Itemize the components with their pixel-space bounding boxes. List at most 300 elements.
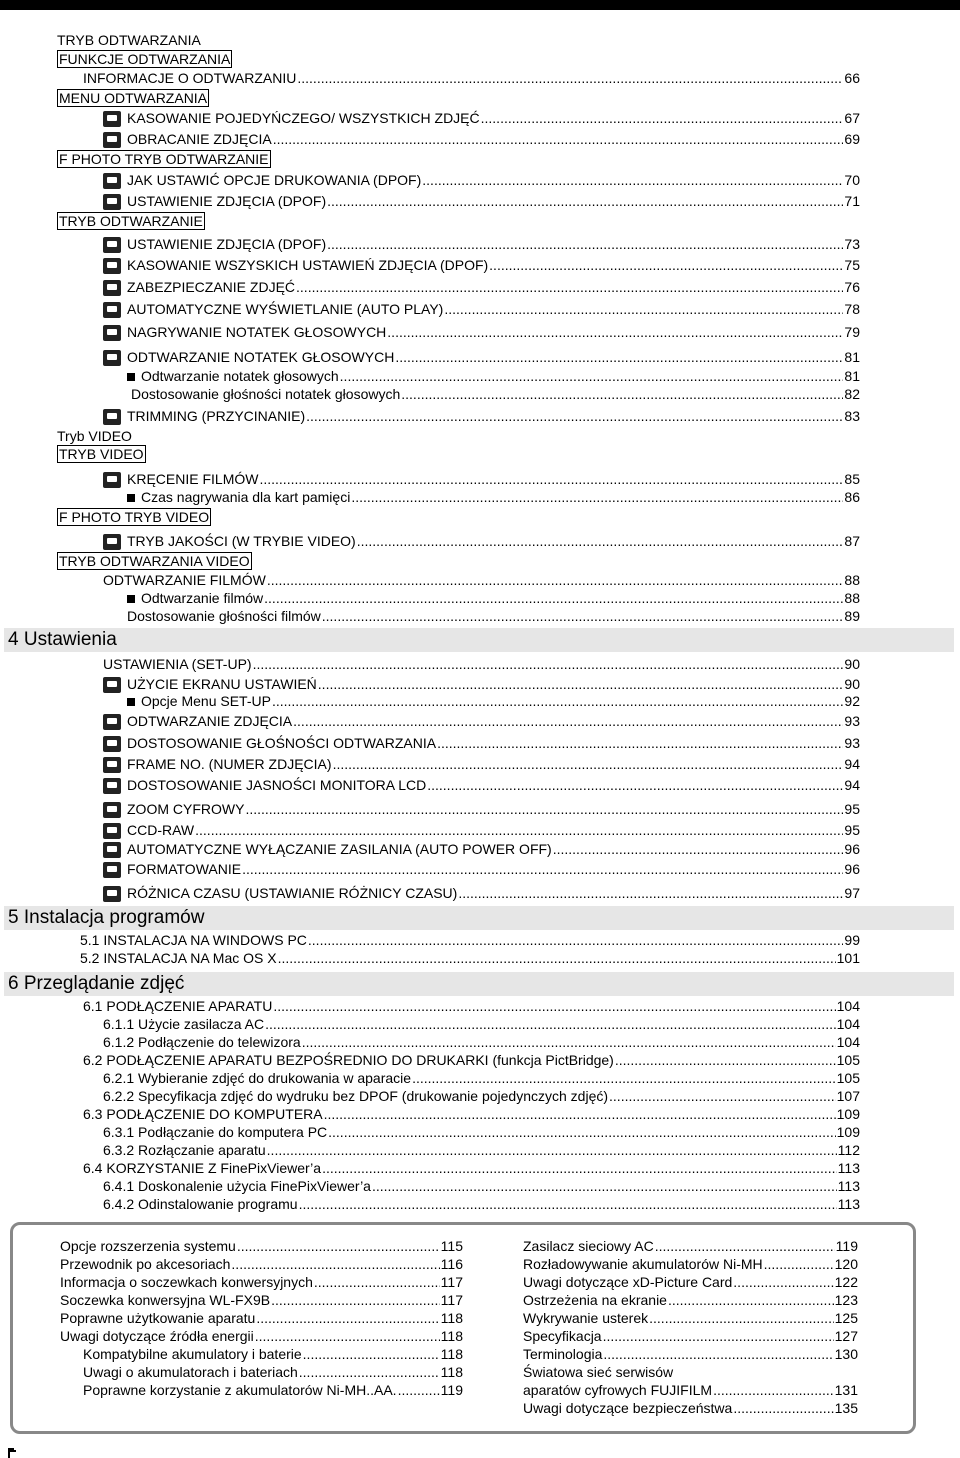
section-heading-boxed bbox=[57, 509, 211, 526]
format-icon bbox=[103, 862, 121, 878]
toc-entry-page: 116 bbox=[440, 1256, 463, 1272]
toc-entry[interactable] bbox=[60, 1292, 463, 1309]
toc-entry-page: 81 bbox=[844, 349, 860, 365]
toc-entry[interactable] bbox=[127, 590, 860, 607]
toc-entry-label: 6.4 KORZYSTANIE Z FinePixViewer’a bbox=[83, 1160, 322, 1176]
toc-entry-page: 118 bbox=[440, 1364, 463, 1380]
toc-entry[interactable] bbox=[103, 1034, 860, 1051]
section-heading-text: TRYB ODTWARZANIA bbox=[57, 32, 201, 48]
bullet-icon bbox=[127, 698, 135, 706]
toc-entry[interactable] bbox=[103, 885, 860, 902]
toc-entry-page: 67 bbox=[844, 110, 860, 126]
toc-entry-page: 96 bbox=[844, 861, 860, 877]
toc-entry-page: 99 bbox=[844, 932, 860, 948]
toc-entry[interactable] bbox=[103, 471, 860, 488]
toc-entry-label: Światowa sieć serwisów bbox=[523, 1364, 674, 1380]
toc-entry[interactable] bbox=[83, 70, 860, 87]
toc-entry[interactable] bbox=[523, 1382, 858, 1399]
print-icon bbox=[103, 194, 121, 210]
toc-entry-label: Odtwarzanie notatek głosowych bbox=[141, 368, 339, 384]
page-number-mark bbox=[8, 1448, 14, 1458]
toc-entry-page: 101 bbox=[836, 950, 860, 966]
toc-entry-page: 75 bbox=[844, 257, 860, 273]
dot-leader bbox=[314, 1274, 440, 1291]
toc-entry-page: 113 bbox=[837, 1160, 860, 1176]
frame-no-icon bbox=[103, 757, 121, 773]
toc-entry-page: 127 bbox=[834, 1328, 858, 1344]
toc-entry[interactable] bbox=[103, 572, 860, 589]
movie-camera-icon bbox=[103, 472, 121, 488]
section-heading-text: TRYB ODTWARZANIE bbox=[59, 213, 203, 229]
toc-entry-label: UŻYCIE EKRANU USTAWIEŃ bbox=[127, 676, 317, 692]
toc-entry[interactable] bbox=[103, 324, 860, 341]
toc-entry[interactable] bbox=[103, 1178, 860, 1195]
toc-entry-page: 105 bbox=[836, 1070, 860, 1086]
dot-leader bbox=[322, 608, 844, 625]
toc-entry-label: Specyfikacja bbox=[523, 1328, 602, 1344]
autoplay-icon bbox=[103, 302, 121, 318]
print-icon bbox=[103, 173, 121, 189]
toc-entry[interactable] bbox=[523, 1256, 858, 1273]
dot-leader bbox=[242, 861, 843, 878]
chapter-heading: 6 Przeglądanie zdjęć bbox=[4, 972, 954, 996]
toc-entry-page: 94 bbox=[844, 777, 860, 793]
toc-entry[interactable] bbox=[127, 608, 860, 625]
bullet-icon bbox=[127, 494, 135, 502]
dot-leader bbox=[296, 279, 843, 296]
toc-entry[interactable] bbox=[103, 822, 860, 839]
dot-leader bbox=[255, 1328, 440, 1345]
dot-leader bbox=[357, 533, 844, 550]
toc-entry-label: Uwagi o akumulatorach i bateriach bbox=[83, 1364, 298, 1380]
dot-leader bbox=[278, 950, 836, 967]
section-heading-text: Tryb VIDEO bbox=[57, 428, 132, 444]
section-heading-boxed bbox=[57, 151, 271, 168]
toc-entry-label: 6.2.1 Wybieranie zdjęć do drukowania w aparacie bbox=[103, 1070, 412, 1086]
toc-entry-label: ODTWARZANIE FILMÓW bbox=[103, 572, 266, 588]
dot-leader bbox=[265, 1016, 836, 1033]
dot-leader bbox=[327, 193, 843, 210]
toc-entry-label: Poprawne korzystanie z akumulatorów Ni-MH..AA. bbox=[83, 1382, 397, 1398]
toc-entry[interactable] bbox=[103, 533, 860, 550]
toc-entry[interactable] bbox=[523, 1238, 858, 1255]
toc-entry-page: 120 bbox=[834, 1256, 858, 1272]
toc-entry-label: ODTWARZANIE NOTATEK GŁOSOWYCH bbox=[127, 349, 395, 365]
toc-entry-label: DOSTOSOWANIE JASNOŚCI MONITORA LCD bbox=[127, 777, 427, 793]
toc-entry[interactable] bbox=[103, 193, 860, 210]
toc-entry-page: 135 bbox=[834, 1400, 858, 1416]
toc-entry-label: Uwagi dotyczące xD-Picture Card bbox=[523, 1274, 733, 1290]
toc-entry-page: 87 bbox=[844, 533, 860, 549]
dot-leader bbox=[256, 1310, 439, 1327]
toc-entry-label: RÓŻNICA CZASU (USTAWIANIE RÓŻNICY CZASU) bbox=[127, 885, 458, 901]
toc-entry-label: 6.1.1 Użycie zasilacza AC bbox=[103, 1016, 265, 1032]
toc-entry[interactable] bbox=[103, 1196, 860, 1213]
toc-entry[interactable] bbox=[103, 861, 860, 878]
toc-entry[interactable] bbox=[103, 408, 860, 425]
toc-entry[interactable] bbox=[103, 349, 860, 366]
toc-entry-label: 6.2 PODŁĄCZENIE APARATU BEZPOŚREDNIO DO DRUKARKI (funkcja PictBridge) bbox=[83, 1052, 614, 1068]
print-icon bbox=[103, 237, 121, 253]
chapter-heading: 5 Instalacja programów bbox=[4, 906, 954, 930]
toc-entry-page: 93 bbox=[844, 735, 860, 751]
dot-leader bbox=[272, 693, 843, 710]
toc-entry-label: aparatów cyfrowych FUJIFILM bbox=[523, 1382, 713, 1398]
time-difference-icon bbox=[103, 886, 121, 902]
rotate-icon bbox=[103, 132, 121, 148]
toc-entry[interactable] bbox=[103, 735, 860, 752]
toc-entry-label: USTAWIENIE ZDJĘCIA (DPOF) bbox=[127, 193, 327, 209]
dot-leader bbox=[412, 1070, 836, 1087]
raw-icon bbox=[103, 823, 121, 839]
toc-entry[interactable] bbox=[103, 236, 860, 253]
toc-entry-label: Opcje rozszerzenia systemu bbox=[60, 1238, 236, 1254]
toc-entry[interactable] bbox=[83, 1382, 463, 1399]
toc-entry-label: 6.4.2 Odinstalowanie programu bbox=[103, 1196, 298, 1212]
toc-entry[interactable] bbox=[103, 656, 860, 673]
dot-leader bbox=[340, 368, 844, 385]
toc-entry-page: 94 bbox=[844, 756, 860, 772]
toc-entry-label: FRAME NO. (NUMER ZDJĘCIA) bbox=[127, 756, 332, 772]
toc-entry-label: AUTOMATYCZNE WYŁĄCZANIE ZASILANIA (AUTO POWER OFF) bbox=[127, 841, 552, 857]
dot-leader bbox=[259, 471, 843, 488]
toc-entry[interactable] bbox=[83, 1052, 860, 1069]
toc-entry-label: Uwagi dotyczące bezpieczeństwa bbox=[523, 1400, 733, 1416]
zoom-icon bbox=[103, 802, 121, 818]
toc-entry-page: 104 bbox=[836, 1016, 860, 1032]
toc-entry-label: FORMATOWANIE bbox=[127, 861, 242, 877]
section-heading-text: F PHOTO TRYB VIDEO bbox=[59, 509, 210, 525]
dot-leader bbox=[603, 1346, 833, 1363]
brightness-icon bbox=[103, 778, 121, 794]
toc-entry[interactable] bbox=[103, 172, 860, 189]
top-rule bbox=[0, 0, 960, 10]
toc-entry[interactable] bbox=[103, 777, 860, 794]
toc-entry-page: 119 bbox=[835, 1238, 858, 1254]
dot-leader bbox=[444, 301, 843, 318]
toc-entry[interactable] bbox=[103, 801, 860, 818]
toc-entry-page: 76 bbox=[844, 279, 860, 295]
toc-entry[interactable] bbox=[83, 1364, 463, 1381]
toc-entry-page: 131 bbox=[834, 1382, 858, 1398]
dot-leader bbox=[264, 590, 843, 607]
section-heading-text: TRYB ODTWARZANIA VIDEO bbox=[59, 553, 250, 569]
toc-entry-label: Opcje Menu SET-UP bbox=[141, 693, 271, 709]
toc-entry-page: 70 bbox=[844, 172, 860, 188]
toc-entry-page: 88 bbox=[844, 572, 860, 588]
speaker-icon bbox=[103, 736, 121, 752]
toc-entry-page: 66 bbox=[844, 70, 860, 86]
dot-leader bbox=[713, 1382, 834, 1399]
toc-entry-label: Zasilacz sieciowy AC bbox=[523, 1238, 654, 1254]
dot-leader bbox=[615, 1052, 836, 1069]
toc-entry-label: Poprawne użytkowanie aparatu bbox=[60, 1310, 256, 1326]
dot-leader bbox=[293, 713, 843, 730]
dot-leader bbox=[273, 998, 835, 1015]
toc-entry-label: NAGRYWANIE NOTATEK GŁOSOWYCH bbox=[127, 324, 387, 340]
dot-leader bbox=[422, 172, 843, 189]
toc-entry-page: 112 bbox=[837, 1142, 860, 1158]
section-heading-boxed bbox=[57, 553, 252, 570]
toc-entry-label: ZOOM CYFROWY bbox=[127, 801, 245, 817]
toc-entry[interactable] bbox=[523, 1364, 858, 1381]
toc-entry[interactable] bbox=[103, 131, 860, 148]
section-heading-text: F PHOTO TRYB ODTWARZANIE bbox=[59, 151, 269, 167]
toc-entry-label: TRIMMING (PRZYCINANIE) bbox=[127, 408, 306, 424]
toc-entry[interactable] bbox=[80, 932, 860, 949]
toc-entry-page: 113 bbox=[837, 1196, 860, 1212]
toc-entry-page: 95 bbox=[844, 822, 860, 838]
toc-entry-page: 113 bbox=[837, 1178, 860, 1194]
dot-leader bbox=[401, 386, 843, 403]
toc-entry[interactable] bbox=[523, 1346, 858, 1363]
toc-entry-page: 115 bbox=[440, 1238, 463, 1254]
toc-entry[interactable] bbox=[103, 1070, 860, 1087]
dot-leader bbox=[302, 1034, 836, 1051]
toc-entry-label: KASOWANIE POJEDYŃCZEGO/ WSZYSTKICH ZDJĘĆ bbox=[127, 110, 480, 126]
trash-icon bbox=[103, 111, 121, 127]
dot-leader bbox=[603, 1328, 834, 1345]
dot-leader bbox=[273, 131, 844, 148]
toc-entry-label: Dostosowanie głośności notatek głosowych bbox=[131, 386, 401, 402]
toc-entry[interactable] bbox=[523, 1400, 858, 1417]
toc-entry[interactable] bbox=[103, 110, 860, 127]
toc-entry-page: 105 bbox=[836, 1052, 860, 1068]
toc-entry-label: Wykrywanie usterek bbox=[523, 1310, 649, 1326]
toc-entry-page: 86 bbox=[844, 489, 860, 505]
toc-entry[interactable] bbox=[103, 841, 860, 858]
section-heading-boxed bbox=[57, 51, 232, 68]
toc-entry-page: 90 bbox=[844, 676, 860, 692]
toc-entry-page: 122 bbox=[834, 1274, 858, 1290]
dot-leader bbox=[297, 70, 843, 87]
toc-entry[interactable] bbox=[60, 1238, 463, 1255]
toc-entry-page: 109 bbox=[836, 1106, 860, 1122]
toc-entry-label: KRĘCENIE FILMÓW bbox=[127, 471, 259, 487]
toc-entry-label: Kompatybilne akumulatory i baterie bbox=[83, 1346, 302, 1362]
toc-entry-label: OBRACANIE ZDJĘCIA bbox=[127, 131, 272, 147]
dot-leader bbox=[398, 1382, 440, 1399]
dot-leader bbox=[237, 1238, 440, 1255]
toc-entry[interactable] bbox=[523, 1274, 858, 1291]
toc-entry-label: 6.1.2 Podłączenie do telewizora bbox=[103, 1034, 301, 1050]
section-heading-text: MENU ODTWARZANIA bbox=[59, 90, 208, 106]
toc-entry[interactable] bbox=[523, 1328, 858, 1345]
print-icon bbox=[103, 258, 121, 274]
toc-entry-page: 82 bbox=[844, 386, 860, 402]
toc-entry-page: 117 bbox=[440, 1274, 463, 1290]
section-heading-text: FUNKCJE ODTWARZANIA bbox=[59, 51, 231, 67]
chapter-heading: 4 Ustawienia bbox=[4, 628, 954, 652]
toc-entry[interactable] bbox=[103, 1124, 860, 1141]
dot-leader bbox=[395, 349, 843, 366]
toc-entry-label: 6.3 PODŁĄCZENIE DO KOMPUTERA bbox=[83, 1106, 323, 1122]
toc-entry[interactable] bbox=[103, 279, 860, 296]
toc-entry[interactable] bbox=[103, 1142, 860, 1159]
toc-entry[interactable] bbox=[103, 676, 860, 693]
toc-entry-label: AUTOMATYCZNE WYŚWIETLANIE (AUTO PLAY) bbox=[127, 301, 444, 317]
dot-leader bbox=[299, 1196, 837, 1213]
toc-entry-page: 109 bbox=[836, 1124, 860, 1140]
toc-entry[interactable] bbox=[523, 1310, 858, 1327]
toc-entry[interactable] bbox=[103, 756, 860, 773]
toc-entry[interactable] bbox=[83, 998, 860, 1015]
dot-leader bbox=[387, 324, 843, 341]
dot-leader bbox=[267, 1142, 837, 1159]
toc-entry-page: 79 bbox=[844, 324, 860, 340]
dot-leader bbox=[489, 257, 843, 274]
bullet-icon bbox=[127, 595, 135, 603]
dot-leader bbox=[253, 656, 844, 673]
dot-leader bbox=[318, 676, 844, 693]
toc-entry-label: USTAWIENIA (SET-UP) bbox=[103, 656, 252, 672]
set-icon bbox=[103, 677, 121, 693]
toc-entry[interactable] bbox=[127, 489, 860, 506]
toc-entry[interactable] bbox=[60, 1274, 463, 1291]
toc-entry[interactable] bbox=[127, 693, 860, 710]
toc-entry-page: 88 bbox=[844, 590, 860, 606]
toc-entry-label: 5.1 INSTALACJA NA WINDOWS PC bbox=[80, 932, 307, 948]
toc-entry-page: 89 bbox=[844, 608, 860, 624]
toc-entry[interactable] bbox=[60, 1328, 463, 1345]
section-heading-boxed bbox=[57, 90, 209, 107]
toc-entry[interactable] bbox=[103, 1016, 860, 1033]
dot-leader bbox=[655, 1238, 835, 1255]
dot-leader bbox=[333, 756, 844, 773]
dot-leader bbox=[481, 110, 844, 127]
toc-entry-label: CCD-RAW bbox=[127, 822, 195, 838]
toc-entry-label: Czas nagrywania dla kart pamięci bbox=[141, 489, 351, 505]
toc-entry-page: 118 bbox=[440, 1346, 463, 1362]
toc-entry-page: 125 bbox=[834, 1310, 858, 1326]
section-heading-boxed bbox=[57, 446, 146, 463]
toc-entry-page: 93 bbox=[844, 713, 860, 729]
dot-leader bbox=[649, 1310, 834, 1327]
dot-leader bbox=[308, 932, 844, 949]
toc-entry-page: 85 bbox=[844, 471, 860, 487]
dot-leader bbox=[668, 1292, 834, 1309]
dot-leader bbox=[437, 735, 843, 752]
toc-entry-page: 130 bbox=[834, 1346, 858, 1362]
dot-leader bbox=[733, 1400, 833, 1417]
section-heading bbox=[57, 32, 201, 49]
toc-entry-label: TRYB JAKOŚCI (W TRYBIE VIDEO) bbox=[127, 533, 356, 549]
section-heading-text: TRYB VIDEO bbox=[59, 446, 144, 462]
toc-entry[interactable] bbox=[103, 301, 860, 318]
toc-entry[interactable] bbox=[60, 1256, 463, 1273]
toc-entry-label: Odtwarzanie filmów bbox=[141, 590, 264, 606]
toc-entry-label: DOSTOSOWANIE GŁOŚNOŚCI ODTWARZANIA bbox=[127, 735, 437, 751]
toc-entry-label: JAK USTAWIĆ OPCJE DRUKOWANIA (DPOF) bbox=[127, 172, 422, 188]
toc-entry-label: 6.2.2 Specyfikacja zdjęć do wydruku bez DPOF (drukowanie pojedynczych zdjęć) bbox=[103, 1088, 609, 1104]
dot-leader bbox=[303, 1346, 440, 1363]
toc-entry[interactable] bbox=[103, 1088, 860, 1105]
toc-entry-label: INFORMACJE O ODTWARZANIU bbox=[83, 70, 297, 86]
toc-entry-page: 90 bbox=[844, 656, 860, 672]
toc-entry[interactable] bbox=[131, 386, 860, 403]
toc-entry-page: 92 bbox=[844, 693, 860, 709]
dot-leader bbox=[231, 1256, 439, 1273]
toc-entry-page: 83 bbox=[844, 408, 860, 424]
dot-leader bbox=[372, 1178, 837, 1195]
toc-entry-label: USTAWIENIE ZDJĘCIA (DPOF) bbox=[127, 236, 327, 252]
toc-entry-label: 5.2 INSTALACJA NA Mac OS X bbox=[80, 950, 277, 966]
toc-entry-label: Soczewka konwersyjna WL-FX9B bbox=[60, 1292, 271, 1308]
toc-entry-page: 97 bbox=[844, 885, 860, 901]
dot-leader bbox=[195, 822, 843, 839]
dot-leader bbox=[322, 1160, 837, 1177]
toc-entry-page: 78 bbox=[844, 301, 860, 317]
dot-leader bbox=[764, 1256, 834, 1273]
toc-entry-label: Terminologia bbox=[523, 1346, 603, 1362]
toc-entry-label: Ostrzeżenia na ekranie bbox=[523, 1292, 667, 1308]
dot-leader bbox=[324, 1106, 836, 1123]
dot-leader bbox=[328, 1124, 836, 1141]
auto-power-icon bbox=[103, 842, 121, 858]
dot-leader bbox=[427, 777, 843, 794]
toc-entry-page: 123 bbox=[834, 1292, 858, 1308]
toc-entry-page: 96 bbox=[844, 841, 860, 857]
toc-entry-page: 69 bbox=[844, 131, 860, 147]
microphone-icon bbox=[103, 325, 121, 341]
toc-entry-page: 117 bbox=[440, 1292, 463, 1308]
dot-leader bbox=[733, 1274, 833, 1291]
toc-entry-page: 107 bbox=[836, 1088, 860, 1104]
toc-entry[interactable] bbox=[80, 950, 860, 967]
toc-entry[interactable] bbox=[83, 1160, 860, 1177]
toc-entry[interactable] bbox=[83, 1346, 463, 1363]
dot-leader bbox=[458, 885, 843, 902]
bullet-icon bbox=[127, 373, 135, 381]
toc-entry-page: 73 bbox=[844, 236, 860, 252]
dot-leader bbox=[271, 1292, 440, 1309]
trimming-icon bbox=[103, 409, 121, 425]
toc-entry[interactable] bbox=[83, 1106, 860, 1123]
toc-entry-label: ZABEZPIECZANIE ZDJĘĆ bbox=[127, 279, 296, 295]
toc-entry-page: 119 bbox=[440, 1382, 463, 1398]
toc-entry[interactable] bbox=[103, 713, 860, 730]
playback-icon bbox=[103, 714, 121, 730]
toc-entry-page: 104 bbox=[836, 998, 860, 1014]
toc-entry-label: Informacja o soczewkach konwersyjnych bbox=[60, 1274, 313, 1290]
toc-entry-page: 95 bbox=[844, 801, 860, 817]
toc-entry-label: Rozładowywanie akumulatorów Ni-MH bbox=[523, 1256, 763, 1272]
toc-entry-label: Przewodnik po akcesoriach bbox=[60, 1256, 231, 1272]
dot-leader bbox=[267, 572, 844, 589]
toc-entry[interactable] bbox=[523, 1292, 858, 1309]
toc-entry-label: Dostosowanie głośności filmów bbox=[127, 608, 321, 624]
toc-entry-page: 81 bbox=[844, 368, 860, 384]
toc-entry-label: ODTWARZANIE ZDJĘCIA bbox=[127, 713, 293, 729]
toc-entry-label: KASOWANIE WSZYSKICH USTAWIEŃ ZDJĘCIA (DPOF) bbox=[127, 257, 489, 273]
toc-entry-label: 6.4.1 Doskonalenie użycia FinePixViewer’a bbox=[103, 1178, 371, 1194]
toc-entry[interactable] bbox=[60, 1310, 463, 1327]
dot-leader bbox=[351, 489, 843, 506]
toc-entry-page: 71 bbox=[844, 193, 860, 209]
toc-entry-page: 104 bbox=[836, 1034, 860, 1050]
key-icon bbox=[103, 280, 121, 296]
section-heading bbox=[57, 428, 132, 445]
toc-entry[interactable] bbox=[127, 368, 860, 385]
toc-entry-page: 118 bbox=[440, 1328, 463, 1344]
microphone-icon bbox=[103, 350, 121, 366]
toc-entry-page: 118 bbox=[440, 1310, 463, 1326]
toc-entry-label: 6.1 PODŁĄCZENIE APARATU bbox=[83, 998, 273, 1014]
quality-icon bbox=[103, 534, 121, 550]
dot-leader bbox=[327, 236, 843, 253]
dot-leader bbox=[245, 801, 843, 818]
toc-entry[interactable] bbox=[103, 257, 860, 274]
